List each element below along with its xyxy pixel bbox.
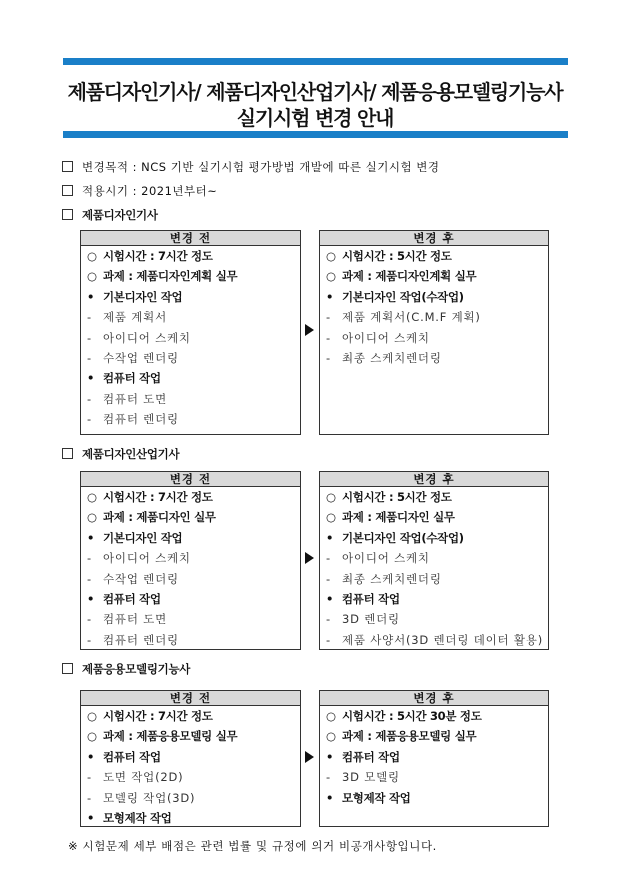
- box-row: [320, 589, 548, 609]
- dash-bullet-icon: -: [326, 571, 331, 586]
- arrow-right-icon: [305, 324, 314, 336]
- row-text: 시험시간 : 7시간 정도: [103, 490, 213, 504]
- document-title: 제품디자인기사/ 제품디자인산업기사/ 제품응용모델링기능사: [67, 80, 563, 104]
- box-row: [81, 706, 300, 726]
- row-text: 수작업 렌더링: [103, 350, 179, 365]
- box-row: [81, 487, 300, 507]
- row-text: 3D 모델링: [342, 770, 400, 785]
- before-box: [80, 690, 301, 827]
- effective-line: [62, 183, 217, 199]
- row-text: 모델링 작업(3D): [103, 790, 196, 805]
- box-row: [81, 528, 300, 548]
- bottom-accent-bar: [63, 131, 568, 138]
- row-text: 과제 : 제품응용모델링 실무: [103, 729, 238, 744]
- row-text: 과제 : 제품응용모델링 실무: [342, 729, 477, 744]
- before-box: [80, 471, 301, 650]
- after-box: [319, 230, 549, 435]
- box-row: [320, 609, 548, 629]
- row-text: 3D 렌더링: [342, 612, 400, 627]
- dash-bullet-icon: -: [87, 790, 92, 805]
- section-title: 제품응용모델링기능사: [82, 662, 191, 676]
- section-heading: [62, 661, 190, 677]
- dash-bullet-icon: -: [87, 391, 92, 406]
- box-row: [320, 307, 548, 327]
- box-row: [81, 548, 300, 568]
- box-row: [81, 630, 300, 650]
- row-text: 컴퓨터 작업: [103, 591, 161, 606]
- circle-bullet-icon: ○: [326, 490, 336, 504]
- arrow-right-icon: [305, 552, 314, 564]
- row-text: 과제 : 제품디자인계획 실무: [103, 269, 238, 284]
- box-row: [81, 609, 300, 629]
- dot-bullet-icon: •: [326, 530, 334, 545]
- purpose-line: [62, 159, 439, 175]
- section-heading: [62, 446, 179, 462]
- box-row: [81, 307, 300, 327]
- circle-bullet-icon: ○: [87, 249, 97, 263]
- box-rows: [320, 487, 548, 650]
- dash-bullet-icon: -: [87, 770, 92, 785]
- box-row: [81, 767, 300, 787]
- box-header: 변경 후: [320, 472, 548, 487]
- circle-bullet-icon: ○: [87, 490, 97, 504]
- box-row: [81, 507, 300, 527]
- row-text: 모형제작 작업: [342, 790, 411, 805]
- checkbox-icon: [62, 663, 73, 674]
- row-text: 컴퓨터 렌더링: [103, 632, 179, 647]
- box-header: 변경 후: [320, 231, 548, 246]
- dash-bullet-icon: -: [87, 412, 92, 427]
- dot-bullet-icon: •: [87, 530, 95, 545]
- row-text: 시험시간 : 5시간 정도: [342, 490, 452, 504]
- row-text: 컴퓨터 렌더링: [103, 412, 179, 427]
- dash-bullet-icon: -: [326, 551, 331, 566]
- section-title: 제품디자인산업기사: [82, 447, 180, 461]
- circle-bullet-icon: ○: [87, 269, 97, 284]
- row-text: 컴퓨터 작업: [342, 749, 400, 764]
- box-row: [81, 389, 300, 409]
- dot-bullet-icon: •: [326, 591, 334, 606]
- after-box: [319, 690, 549, 827]
- row-text: 수작업 렌더링: [103, 571, 179, 586]
- box-rows: [320, 246, 548, 368]
- dash-bullet-icon: -: [326, 612, 331, 627]
- effective-text: 적용시기 : 2021년부터~: [82, 184, 218, 198]
- purpose-text: 변경목적 : NCS 기반 실기시험 평가방법 개발에 따른 실기시험 변경: [82, 160, 440, 174]
- box-header: 변경 전: [81, 231, 300, 246]
- row-text: 아이디어 스케치: [342, 330, 430, 345]
- row-text: 과제 : 제품디자인 실무: [342, 510, 455, 525]
- row-text: 도면 작업(2D): [103, 770, 184, 785]
- dash-bullet-icon: -: [87, 330, 92, 345]
- box-row: [81, 287, 300, 307]
- circle-bullet-icon: ○: [326, 269, 336, 284]
- box-row: [81, 328, 300, 348]
- row-text: 최종 스케치렌더링: [342, 571, 442, 586]
- checkbox-icon: [62, 209, 73, 220]
- section-title: 제품디자인기사: [82, 208, 158, 222]
- after-box: [319, 471, 549, 650]
- dash-bullet-icon: -: [87, 350, 92, 365]
- document-subtitle: 실기시험 변경 안내: [236, 106, 394, 130]
- circle-bullet-icon: ○: [326, 249, 336, 263]
- row-text: 기본디자인 작업: [103, 289, 183, 304]
- footnote: ※ 시험문제 세부 배점은 관련 법률 및 규정에 의거 비공개사항입니다.: [68, 839, 437, 853]
- dot-bullet-icon: •: [326, 790, 334, 805]
- section-heading: [62, 207, 158, 223]
- dash-bullet-icon: -: [326, 350, 331, 365]
- row-text: 아이디어 스케치: [103, 330, 191, 345]
- box-row: [81, 788, 300, 808]
- box-row: [81, 589, 300, 609]
- checkbox-icon: [62, 448, 73, 459]
- dot-bullet-icon: •: [326, 749, 334, 764]
- row-text: 컴퓨터 작업: [103, 749, 161, 764]
- row-text: 기본디자인 작업: [103, 530, 183, 545]
- row-text: 기본디자인 작업(수작업): [342, 530, 464, 545]
- row-text: 과제 : 제품디자인계획 실무: [342, 269, 477, 284]
- arrow-right-icon: [305, 751, 314, 763]
- row-text: 제품 계획서(C.M.F 계획): [342, 310, 481, 325]
- row-text: 시험시간 : 5시간 30분 정도: [342, 709, 482, 723]
- dot-bullet-icon: •: [87, 289, 95, 304]
- box-row: [320, 726, 548, 746]
- box-rows: [81, 246, 300, 430]
- box-header: 변경 후: [320, 691, 548, 706]
- row-text: 기본디자인 작업(수작업): [342, 289, 464, 304]
- box-row: [320, 348, 548, 368]
- box-header: 변경 전: [81, 472, 300, 487]
- box-row: [81, 368, 300, 388]
- box-row: [320, 630, 548, 650]
- row-text: 시험시간 : 5시간 정도: [342, 249, 452, 263]
- box-row: [81, 808, 300, 828]
- box-row: [81, 409, 300, 429]
- row-text: 시험시간 : 7시간 정도: [103, 249, 213, 263]
- dash-bullet-icon: -: [87, 310, 92, 325]
- row-text: 컴퓨터 작업: [342, 591, 400, 606]
- dash-bullet-icon: -: [87, 551, 92, 566]
- box-row: [320, 747, 548, 767]
- dash-bullet-icon: -: [87, 612, 92, 627]
- dash-bullet-icon: -: [326, 310, 331, 325]
- box-row: [320, 266, 548, 286]
- box-row: [81, 266, 300, 286]
- dot-bullet-icon: •: [87, 810, 95, 825]
- row-text: 컴퓨터 도면: [103, 391, 167, 406]
- box-row: [320, 246, 548, 266]
- box-row: [320, 507, 548, 527]
- circle-bullet-icon: ○: [87, 709, 97, 723]
- circle-bullet-icon: ○: [87, 729, 97, 744]
- box-rows: [81, 487, 300, 650]
- dash-bullet-icon: -: [326, 632, 331, 647]
- dash-bullet-icon: -: [326, 330, 331, 345]
- row-text: 제품 계획서: [103, 310, 167, 325]
- box-rows: [81, 706, 300, 828]
- row-text: 컴퓨터 도면: [103, 612, 167, 627]
- box-row: [320, 548, 548, 568]
- circle-bullet-icon: ○: [326, 510, 336, 525]
- dash-bullet-icon: -: [87, 632, 92, 647]
- box-rows: [320, 706, 548, 808]
- box-row: [81, 348, 300, 368]
- box-row: [320, 487, 548, 507]
- box-row: [320, 328, 548, 348]
- circle-bullet-icon: ○: [326, 709, 336, 723]
- box-row: [320, 706, 548, 726]
- dot-bullet-icon: •: [87, 749, 95, 764]
- dot-bullet-icon: •: [87, 371, 95, 386]
- row-text: 과제 : 제품디자인 실무: [103, 510, 216, 525]
- box-row: [320, 767, 548, 787]
- top-accent-bar: [63, 58, 568, 65]
- row-text: 시험시간 : 7시간 정도: [103, 709, 213, 723]
- dash-bullet-icon: -: [326, 770, 331, 785]
- dot-bullet-icon: •: [87, 591, 95, 606]
- box-row: [81, 747, 300, 767]
- box-row: [320, 788, 548, 808]
- box-row: [81, 726, 300, 746]
- checkbox-icon: [62, 185, 73, 196]
- row-text: 아이디어 스케치: [103, 551, 191, 566]
- box-row: [81, 246, 300, 266]
- box-row: [81, 569, 300, 589]
- box-row: [320, 569, 548, 589]
- circle-bullet-icon: ○: [326, 729, 336, 744]
- before-box: [80, 230, 301, 435]
- row-text: 모형제작 작업: [103, 810, 172, 825]
- checkbox-icon: [62, 161, 73, 172]
- row-text: 아이디어 스케치: [342, 551, 430, 566]
- box-header: 변경 전: [81, 691, 300, 706]
- box-row: [320, 528, 548, 548]
- row-text: 컴퓨터 작업: [103, 371, 161, 386]
- row-text: 제품 사양서(3D 렌더링 데이터 활용): [342, 632, 543, 647]
- dash-bullet-icon: -: [87, 571, 92, 586]
- dot-bullet-icon: •: [326, 289, 334, 304]
- row-text: 최종 스케치렌더링: [342, 350, 442, 365]
- box-row: [320, 287, 548, 307]
- circle-bullet-icon: ○: [87, 510, 97, 525]
